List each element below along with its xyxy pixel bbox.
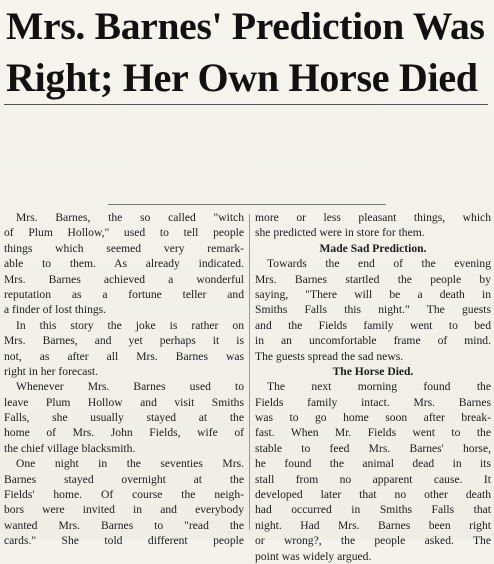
body-line: Towards the end of the evening bbox=[267, 257, 491, 271]
body-line: saying, "There will be a death in bbox=[255, 287, 491, 301]
body-line: wanted Mrs. Barnes to "read the bbox=[4, 518, 244, 532]
body-line: stable to feed Mrs. Barnes' horse, bbox=[255, 441, 491, 455]
body-line: and the Fields family went to bed bbox=[255, 318, 491, 332]
body-line: was to go home soon after break- bbox=[255, 411, 491, 425]
body-line: bors were invited in and everybody bbox=[4, 503, 244, 517]
body-line: The guests spread the sad news. bbox=[255, 349, 404, 363]
body-line: leave Plum Hollow and visit Smiths bbox=[4, 395, 244, 409]
body-line: Whenever Mrs. Barnes used to bbox=[16, 380, 244, 394]
body-line: Fields' home. Of course the neigh- bbox=[4, 488, 244, 502]
body-line: not, as after all Mrs. Barnes was bbox=[4, 349, 244, 363]
body-line: The next morning found the bbox=[267, 380, 491, 394]
body-line: fast. When Mr. Fields went to the bbox=[255, 426, 491, 440]
body-line: night. Had Mrs. Barnes been right bbox=[255, 518, 491, 532]
body-column-right bbox=[255, 210, 491, 564]
body-line: able to them. As already indicated. bbox=[4, 257, 244, 271]
deck-line bbox=[6, 118, 488, 139]
body-line: home of Mrs. John Fields, wife of bbox=[4, 426, 244, 440]
body-line: a finder of lost things. bbox=[4, 303, 107, 317]
body-line: point was widely argued. bbox=[255, 549, 372, 563]
body-line: more or less pleasant things, which bbox=[255, 211, 491, 224]
deck-line bbox=[6, 139, 488, 160]
deck-line bbox=[6, 159, 488, 180]
body-line: cards." She told different people bbox=[4, 534, 244, 548]
body-line: of Plum Hollow," used to tell people bbox=[4, 226, 244, 240]
deck-subheadline bbox=[6, 118, 488, 200]
deck-line bbox=[6, 180, 488, 201]
body-line: Falls, she usually stayed at the bbox=[4, 411, 244, 425]
subhead-the-horse-died: The Horse Died. bbox=[332, 364, 414, 378]
body-line: One night in the seventies Mrs. bbox=[16, 457, 244, 471]
body-line: stall from no apparent cause. It bbox=[255, 472, 491, 486]
body-column-left bbox=[4, 210, 244, 549]
body-line: Barnes stayed overnight at the bbox=[4, 472, 244, 486]
body-line: developed later that no other death bbox=[255, 488, 491, 502]
headline-line-1: Mrs. Barnes' Prediction Was bbox=[6, 4, 485, 48]
body-line: she predicted were in store for them. bbox=[255, 226, 425, 240]
column-separator bbox=[249, 214, 250, 530]
body-line: reputation as a fortune teller and bbox=[4, 287, 244, 301]
subhead-made-sad-prediction: Made Sad Prediction. bbox=[319, 241, 427, 255]
body-line: In this story the joke is rather on bbox=[16, 318, 244, 332]
headline-rule bbox=[4, 104, 488, 105]
body-line: in an uncomfortable frame of mind. bbox=[255, 334, 491, 348]
body-line: things which seemed very remark- bbox=[4, 241, 244, 255]
body-line: he found the animal dead in its bbox=[255, 457, 491, 471]
body-line: Mrs. Barnes achieved a wonderful bbox=[4, 272, 244, 286]
body-line: Mrs. Barnes, the so called "witch bbox=[16, 211, 244, 224]
body-line: Fields family intact. Mrs. Barnes bbox=[255, 395, 491, 409]
body-line: Smiths Falls this night." The guests bbox=[255, 303, 491, 317]
deck-rule bbox=[108, 204, 386, 205]
body-line: the chief village blacksmith. bbox=[4, 441, 136, 455]
body-line: Mrs. Barnes startled the people by bbox=[255, 272, 491, 286]
body-line: right in her forecast. bbox=[4, 364, 99, 378]
body-line: Mrs. Barnes, and yet perhaps it is bbox=[4, 334, 244, 348]
body-line: or wrong?, the people asked. The bbox=[255, 534, 491, 548]
headline-line-2: Right; Her Own Horse Died bbox=[6, 55, 478, 100]
body-line: had occurred in Smiths Falls that bbox=[255, 503, 491, 517]
